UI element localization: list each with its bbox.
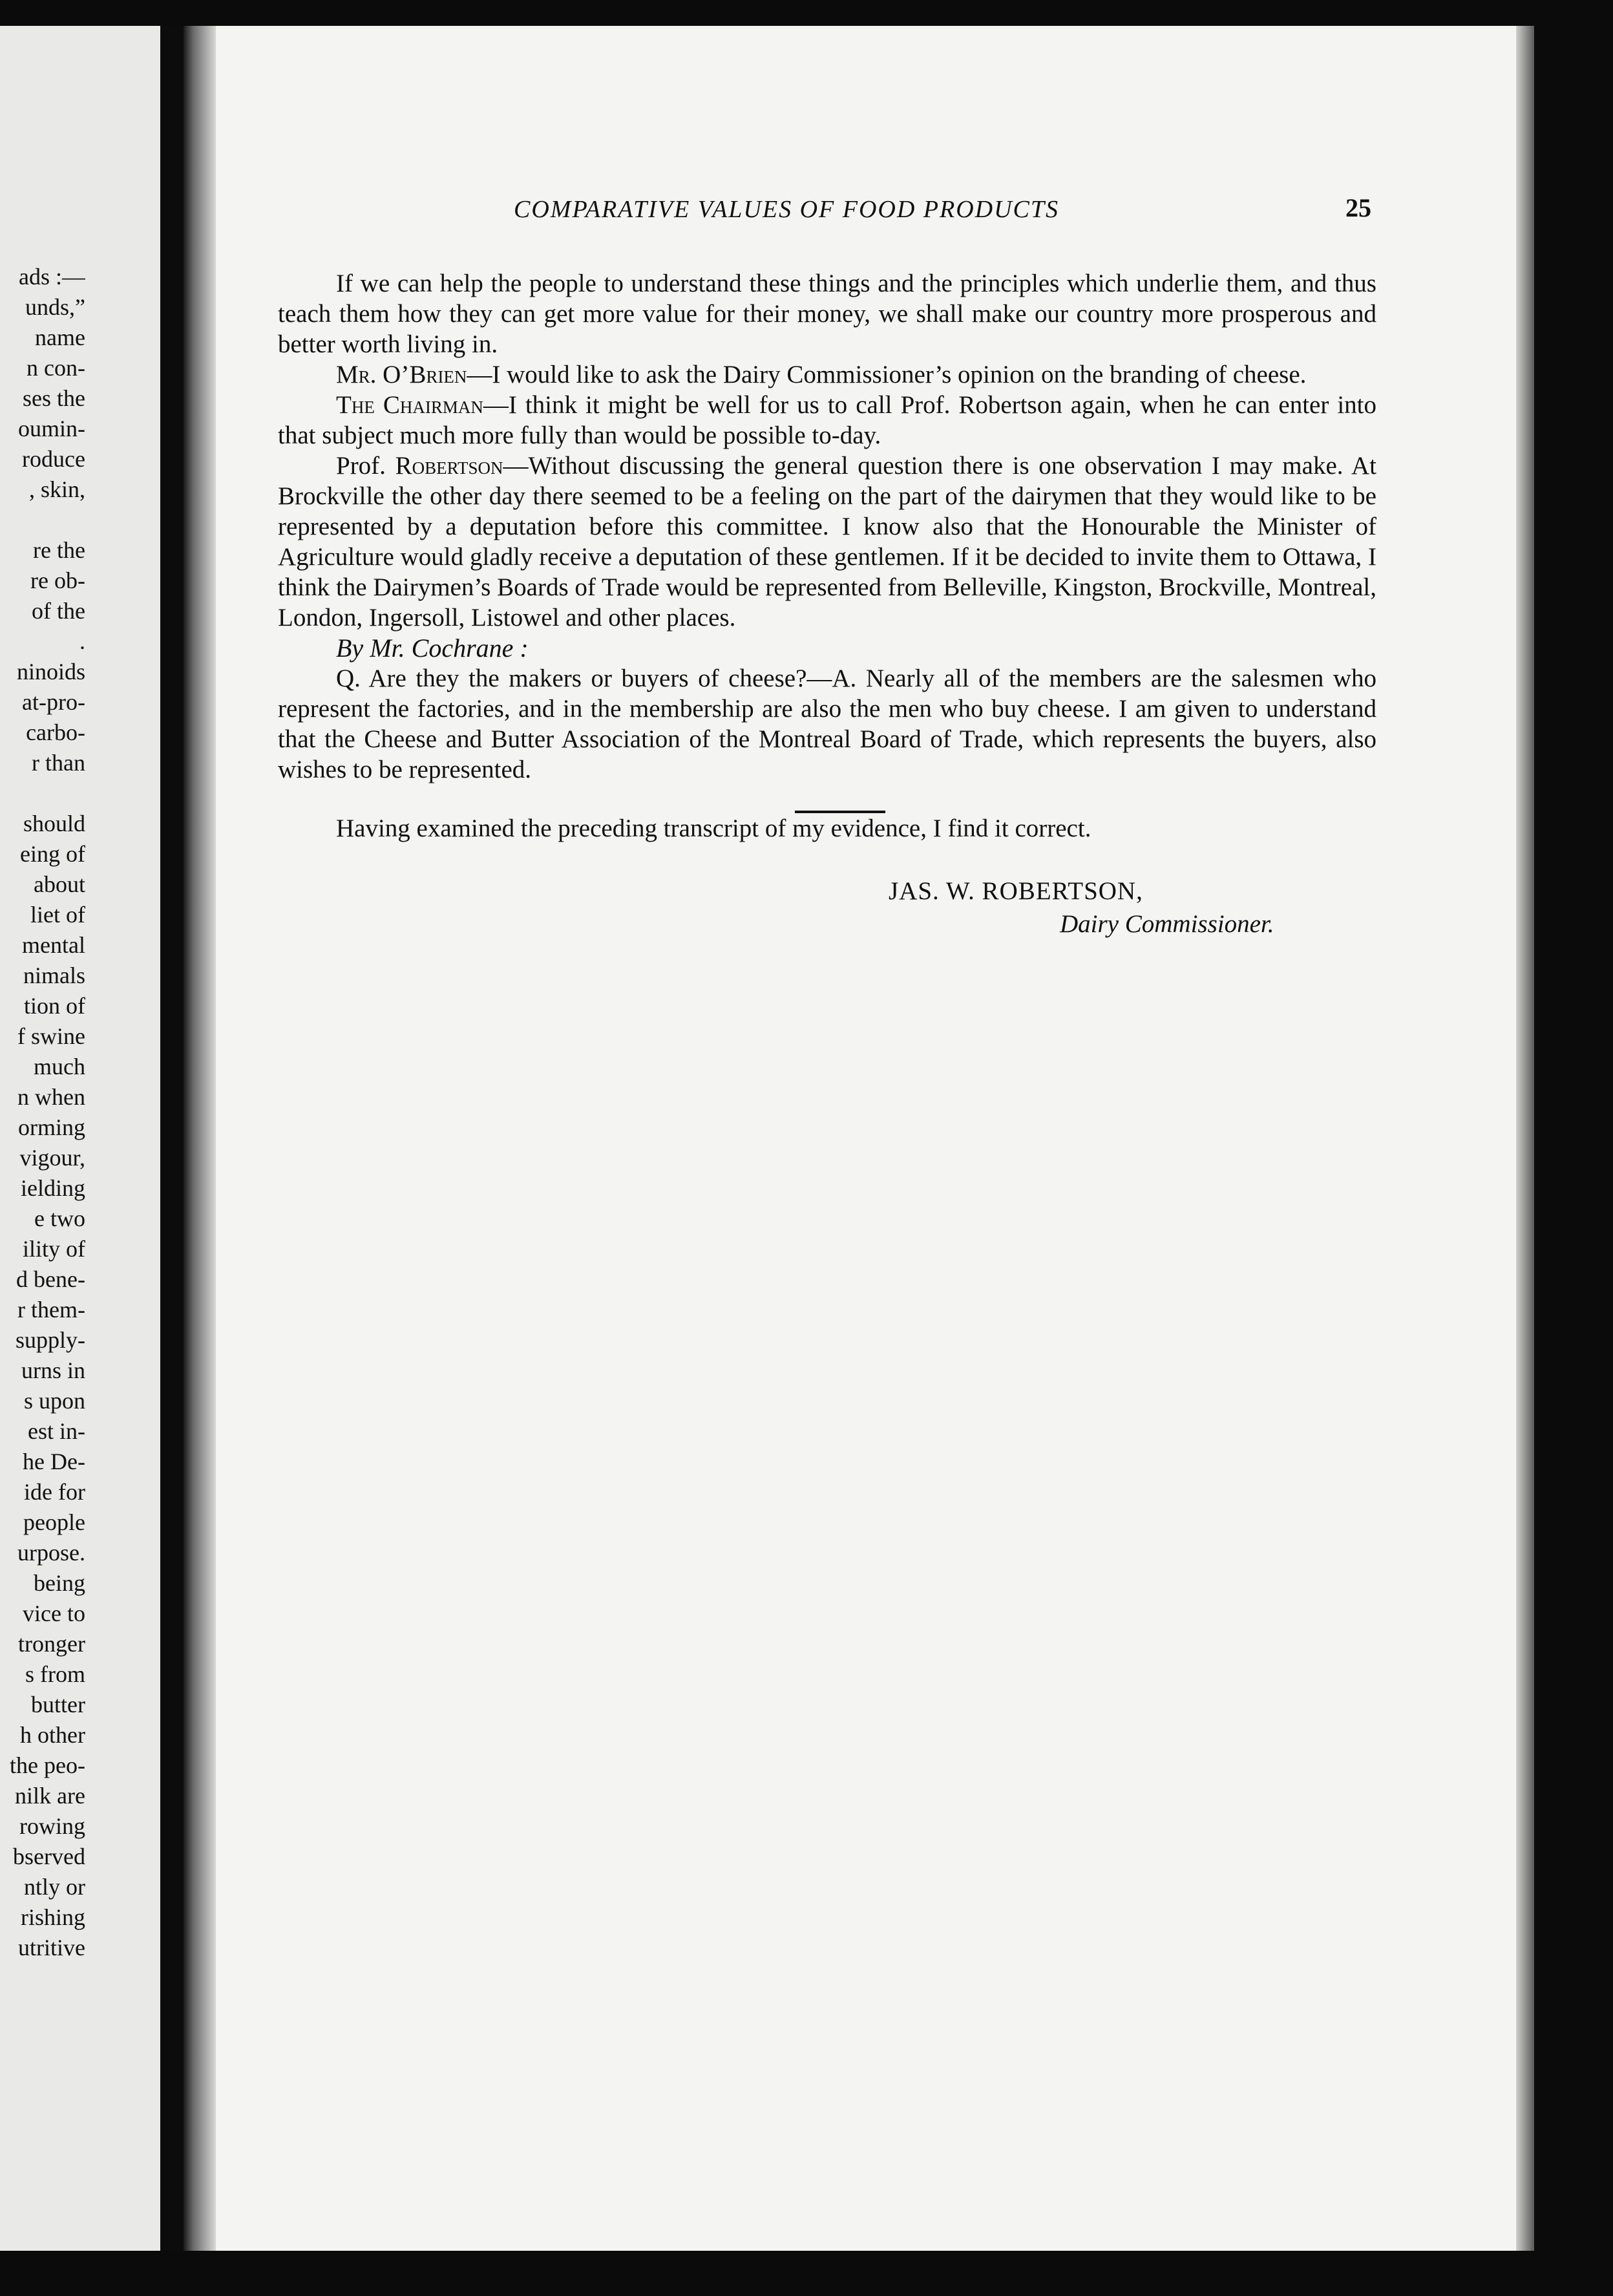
- section-heading: By Mr. Cochrane :: [336, 633, 529, 663]
- left-fragment-line: utritive: [18, 1935, 85, 1961]
- left-fragment-line: the peo-: [10, 1752, 85, 1778]
- left-fragment-line: urpose.: [17, 1540, 85, 1566]
- left-fragment-line: much: [34, 1054, 85, 1079]
- left-fragment-line: people: [23, 1509, 85, 1535]
- left-fragment-line: d bene-: [16, 1266, 85, 1292]
- left-fragment-line: ninoids: [16, 659, 85, 685]
- left-fragment-line: rowing: [19, 1813, 85, 1839]
- scan-bottom-border: [0, 2251, 1613, 2296]
- left-fragment-line: e two: [34, 1206, 85, 1231]
- left-fragment-line: eing of: [20, 841, 85, 867]
- left-fragment-line: h other: [20, 1722, 85, 1748]
- left-fragment-line: ntly or: [24, 1874, 85, 1900]
- left-fragment-line: ility of: [23, 1236, 85, 1262]
- left-fragment-line: r them-: [17, 1297, 85, 1323]
- left-fragment-line: of the: [32, 598, 85, 624]
- left-fragment-line: tion of: [24, 993, 85, 1019]
- left-fragment-line: [0, 778, 85, 809]
- left-fragment-line: liet of: [30, 902, 85, 928]
- left-fragment-line: r than: [32, 750, 85, 776]
- left-fragment-line: , skin,: [28, 476, 85, 502]
- gutter-shadow: [184, 0, 216, 2296]
- left-fragment-line: re ob-: [30, 568, 85, 593]
- speaker-prefix: Prof.: [336, 452, 395, 480]
- left-fragment-line: bserved: [13, 1844, 85, 1869]
- book-gutter: [160, 0, 184, 2296]
- left-page-fragment: [0, 262, 85, 1963]
- left-fragment-line: urns in: [21, 1357, 85, 1383]
- speaker-name: Mr. O’Brien: [336, 361, 467, 388]
- left-fragment-line: name: [35, 324, 85, 350]
- left-fragment-line: supply-: [16, 1327, 85, 1353]
- left-fragment-line: carbo-: [26, 719, 85, 745]
- left-fragment-line: vice to: [23, 1600, 85, 1626]
- left-fragment-line: ide for: [24, 1479, 85, 1505]
- left-fragment-line: butter: [31, 1692, 85, 1717]
- paragraph-obrien: [278, 359, 1376, 390]
- paragraph-question-answer: Q. Are they the makers or buyers of cheese?—A. Nearly all of the members are the salesmen who represent the factories, and in the membership are also the men who buy cheese. I am given to understand that the Cheese and Butter Association of the Montreal Board of Trade, which represents the buyers, also wishes to be represented.: [278, 664, 1376, 783]
- left-fragment-line: unds,”: [25, 294, 85, 320]
- running-header: COMPARATIVE VALUES OF FOOD PRODUCTS: [514, 196, 1060, 223]
- left-fragment-line: should: [23, 811, 85, 836]
- left-fragment-line: ses the: [23, 385, 85, 411]
- page-edge-shadow: [1516, 0, 1534, 2296]
- left-fragment-line: he De-: [23, 1449, 85, 1474]
- left-fragment-line: about: [34, 871, 85, 897]
- left-fragment-line: orming: [18, 1114, 85, 1140]
- page-number: 25: [1345, 193, 1371, 222]
- signature-name: JAS. W. ROBERTSON,: [889, 877, 1143, 905]
- speech-text: —Without discussing the general question there is one observation I may make. At Brockville the other day there seemed to be a feeling on the part of the dairymen that they would like to be represented by a deputation before this committee. I know also that the Honourable the Minister of Agriculture would gladly receive a deputation of these gentlemen. If it be decided to invite them to Ottawa, I think the Dairymen’s Boards of Trade would be represented from Belleville, Kingston, Brockville, Montreal, London, Ingersoll, Listowel and other places.: [278, 452, 1377, 632]
- left-fragment-line: roduce: [22, 446, 85, 472]
- page-body: [278, 268, 1376, 939]
- left-fragment-line: nimals: [23, 962, 85, 988]
- certification-statement: Having examined the preceding transcript of my evidence, I find it correct.: [336, 814, 1091, 842]
- left-fragment-line: s from: [25, 1661, 85, 1687]
- left-fragment-line: re the: [33, 537, 85, 563]
- left-fragment-line: mental: [22, 932, 85, 958]
- left-fragment-line: est in-: [28, 1418, 85, 1444]
- scan-top-border: [0, 0, 1613, 26]
- left-fragment-line: nilk are: [15, 1783, 85, 1809]
- speaker-name: The Chairman: [336, 391, 483, 419]
- paragraph-intro: If we can help the people to understand these things and the principles which underlie them, and thus teach them how they can get more value for their money, we shall make our country more prosperous and better worth living in.: [278, 270, 1376, 358]
- scan-right-border: [1534, 0, 1613, 2296]
- speech-text: —I would like to ask the Dairy Commissioner’s opinion on the branding of cheese.: [467, 361, 1307, 388]
- speaker-name: Robertson: [395, 452, 503, 480]
- left-fragment-line: oumin-: [18, 416, 85, 441]
- left-fragment-line: tronger: [18, 1631, 85, 1657]
- speech-text: —I think it might be well for us to call Prof. Robertson again, when he can enter into that subject much more fully than would be possible to-day.: [278, 391, 1377, 449]
- left-fragment-line: s upon: [23, 1388, 85, 1414]
- left-fragment-line: ads :—: [19, 264, 85, 290]
- left-fragment-line: at-pro-: [22, 689, 85, 715]
- left-fragment-line: being: [34, 1570, 85, 1596]
- paragraph-robertson: [278, 451, 1376, 633]
- left-fragment-line: n con-: [26, 355, 85, 381]
- left-fragment-line: rishing: [20, 1904, 85, 1930]
- signature-title: Dairy Commissioner.: [1060, 910, 1274, 938]
- left-fragment-line: f swine: [17, 1023, 85, 1049]
- left-fragment-line: [0, 505, 85, 535]
- left-fragment-line: n when: [17, 1084, 85, 1110]
- left-fragment-line: .: [79, 628, 85, 654]
- left-fragment-line: ielding: [21, 1175, 85, 1201]
- left-fragment-line: vigour,: [19, 1145, 85, 1171]
- paragraph-chairman: [278, 390, 1376, 451]
